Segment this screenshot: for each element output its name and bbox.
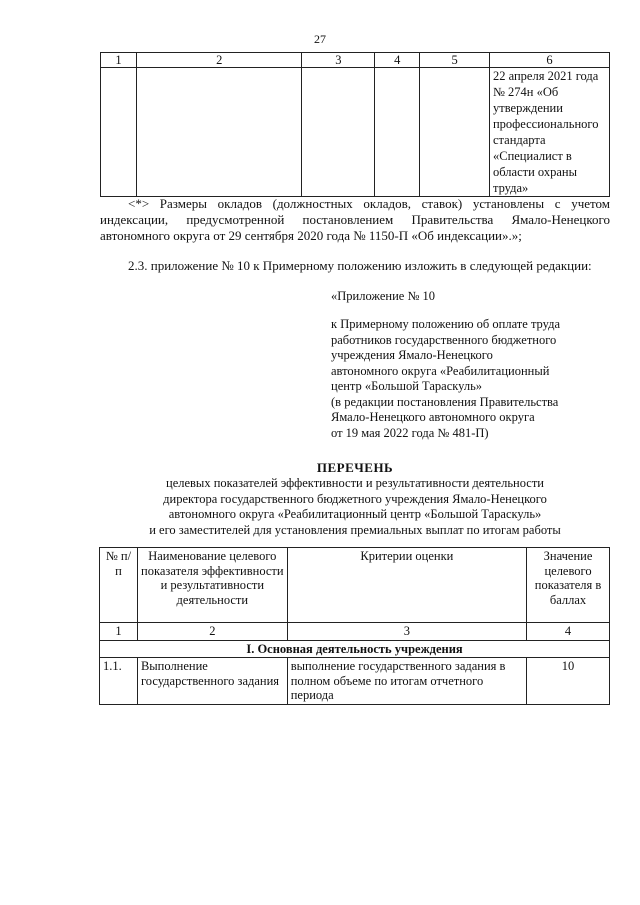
top-table-cell bbox=[302, 68, 375, 197]
appendix-line: центр «Большой Тараскуль» bbox=[331, 379, 483, 393]
amendment-paragraph: 2.3. приложение № 10 к Примерному положению изложить в следующей редакции: bbox=[128, 258, 592, 273]
column-number: 3 bbox=[287, 623, 526, 641]
top-table-cell bbox=[136, 68, 302, 197]
appendix-line: работников государственного бюджетного bbox=[331, 332, 557, 347]
top-table-col-1: 1 bbox=[101, 53, 137, 68]
top-table-header-row bbox=[101, 53, 610, 68]
appendix-line: автономного округа «Реабилитационный bbox=[331, 363, 550, 378]
header-indicator-name: Наименование целевого показателя эффективности и результативности деятельности bbox=[137, 548, 287, 623]
subtitle-line: целевых показателей эффективности и результативности деятельности bbox=[166, 476, 544, 490]
top-table-cell bbox=[101, 68, 137, 197]
section-row bbox=[100, 640, 610, 658]
column-number: 2 bbox=[137, 623, 287, 641]
appendix-text bbox=[331, 317, 616, 441]
row-criteria: выполнение государственного задания в полном объеме по итогам отчетного периода bbox=[287, 658, 526, 705]
subtitle-line: автономного округа «Реабилитационный центр «Большой Тараскуль» bbox=[168, 507, 542, 521]
column-number: 4 bbox=[527, 623, 610, 641]
row-value: 10 bbox=[527, 658, 610, 705]
list-subtitle bbox=[100, 476, 610, 538]
table-row bbox=[100, 658, 610, 705]
top-table bbox=[100, 52, 610, 197]
top-table-col-2: 2 bbox=[136, 53, 302, 68]
section-title: I. Основная деятельность учреждения bbox=[100, 640, 610, 658]
appendix-line: к Примерному положению об оплате труда bbox=[331, 317, 561, 331]
row-indicator-name: Выполнение государственного задания bbox=[137, 658, 287, 705]
indicators-header-row bbox=[100, 548, 610, 623]
top-table-cell-text: 22 апреля 2021 года № 274н «Об утверждении профессионального стандарта «Специалист в области охраны труда» bbox=[489, 68, 609, 197]
page-number: 27 bbox=[314, 32, 326, 46]
appendix-line: Ямало-Ненецкого автономного округа bbox=[331, 410, 535, 424]
column-number: 1 bbox=[100, 623, 138, 641]
list-title: ПЕРЕЧЕНЬ bbox=[316, 460, 394, 475]
top-table-col-3: 3 bbox=[302, 53, 375, 68]
appendix-line: от 19 мая 2022 года № 481-П) bbox=[331, 425, 489, 440]
top-table-col-6: 6 bbox=[489, 53, 609, 68]
indicators-table bbox=[99, 547, 610, 705]
footnote-paragraph: <*> Размеры окладов (должностных окладов, ставок) установлены с учетом индексации, предусмотренной постановлением Правительства Ямало-Ненецкого автономного округа от 29 сентября 2020 года № 1150-П «Об индексации».»; bbox=[100, 196, 610, 243]
header-criteria: Критерии оценки bbox=[287, 548, 526, 623]
row-number: 1.1. bbox=[100, 658, 138, 705]
top-table-row bbox=[101, 68, 610, 197]
top-table-cell bbox=[375, 68, 420, 197]
subtitle-line: и его заместителей для установления премиальных выплат по итогам работы bbox=[149, 522, 561, 537]
appendix-line: (в редакции постановления Правительства bbox=[331, 394, 559, 409]
top-table-cell bbox=[420, 68, 490, 197]
subtitle-line: директора государственного бюджетного учреждения Ямало-Ненецкого bbox=[163, 491, 547, 506]
header-value: Значение целевого показателя в баллах bbox=[527, 548, 610, 623]
appendix-heading: «Приложение № 10 bbox=[331, 289, 436, 303]
top-table-col-4: 4 bbox=[375, 53, 420, 68]
column-number-row bbox=[100, 623, 610, 641]
top-table-col-5: 5 bbox=[420, 53, 490, 68]
header-number: № п/п bbox=[100, 548, 138, 623]
appendix-line: учреждения Ямало-Ненецкого bbox=[331, 348, 493, 362]
